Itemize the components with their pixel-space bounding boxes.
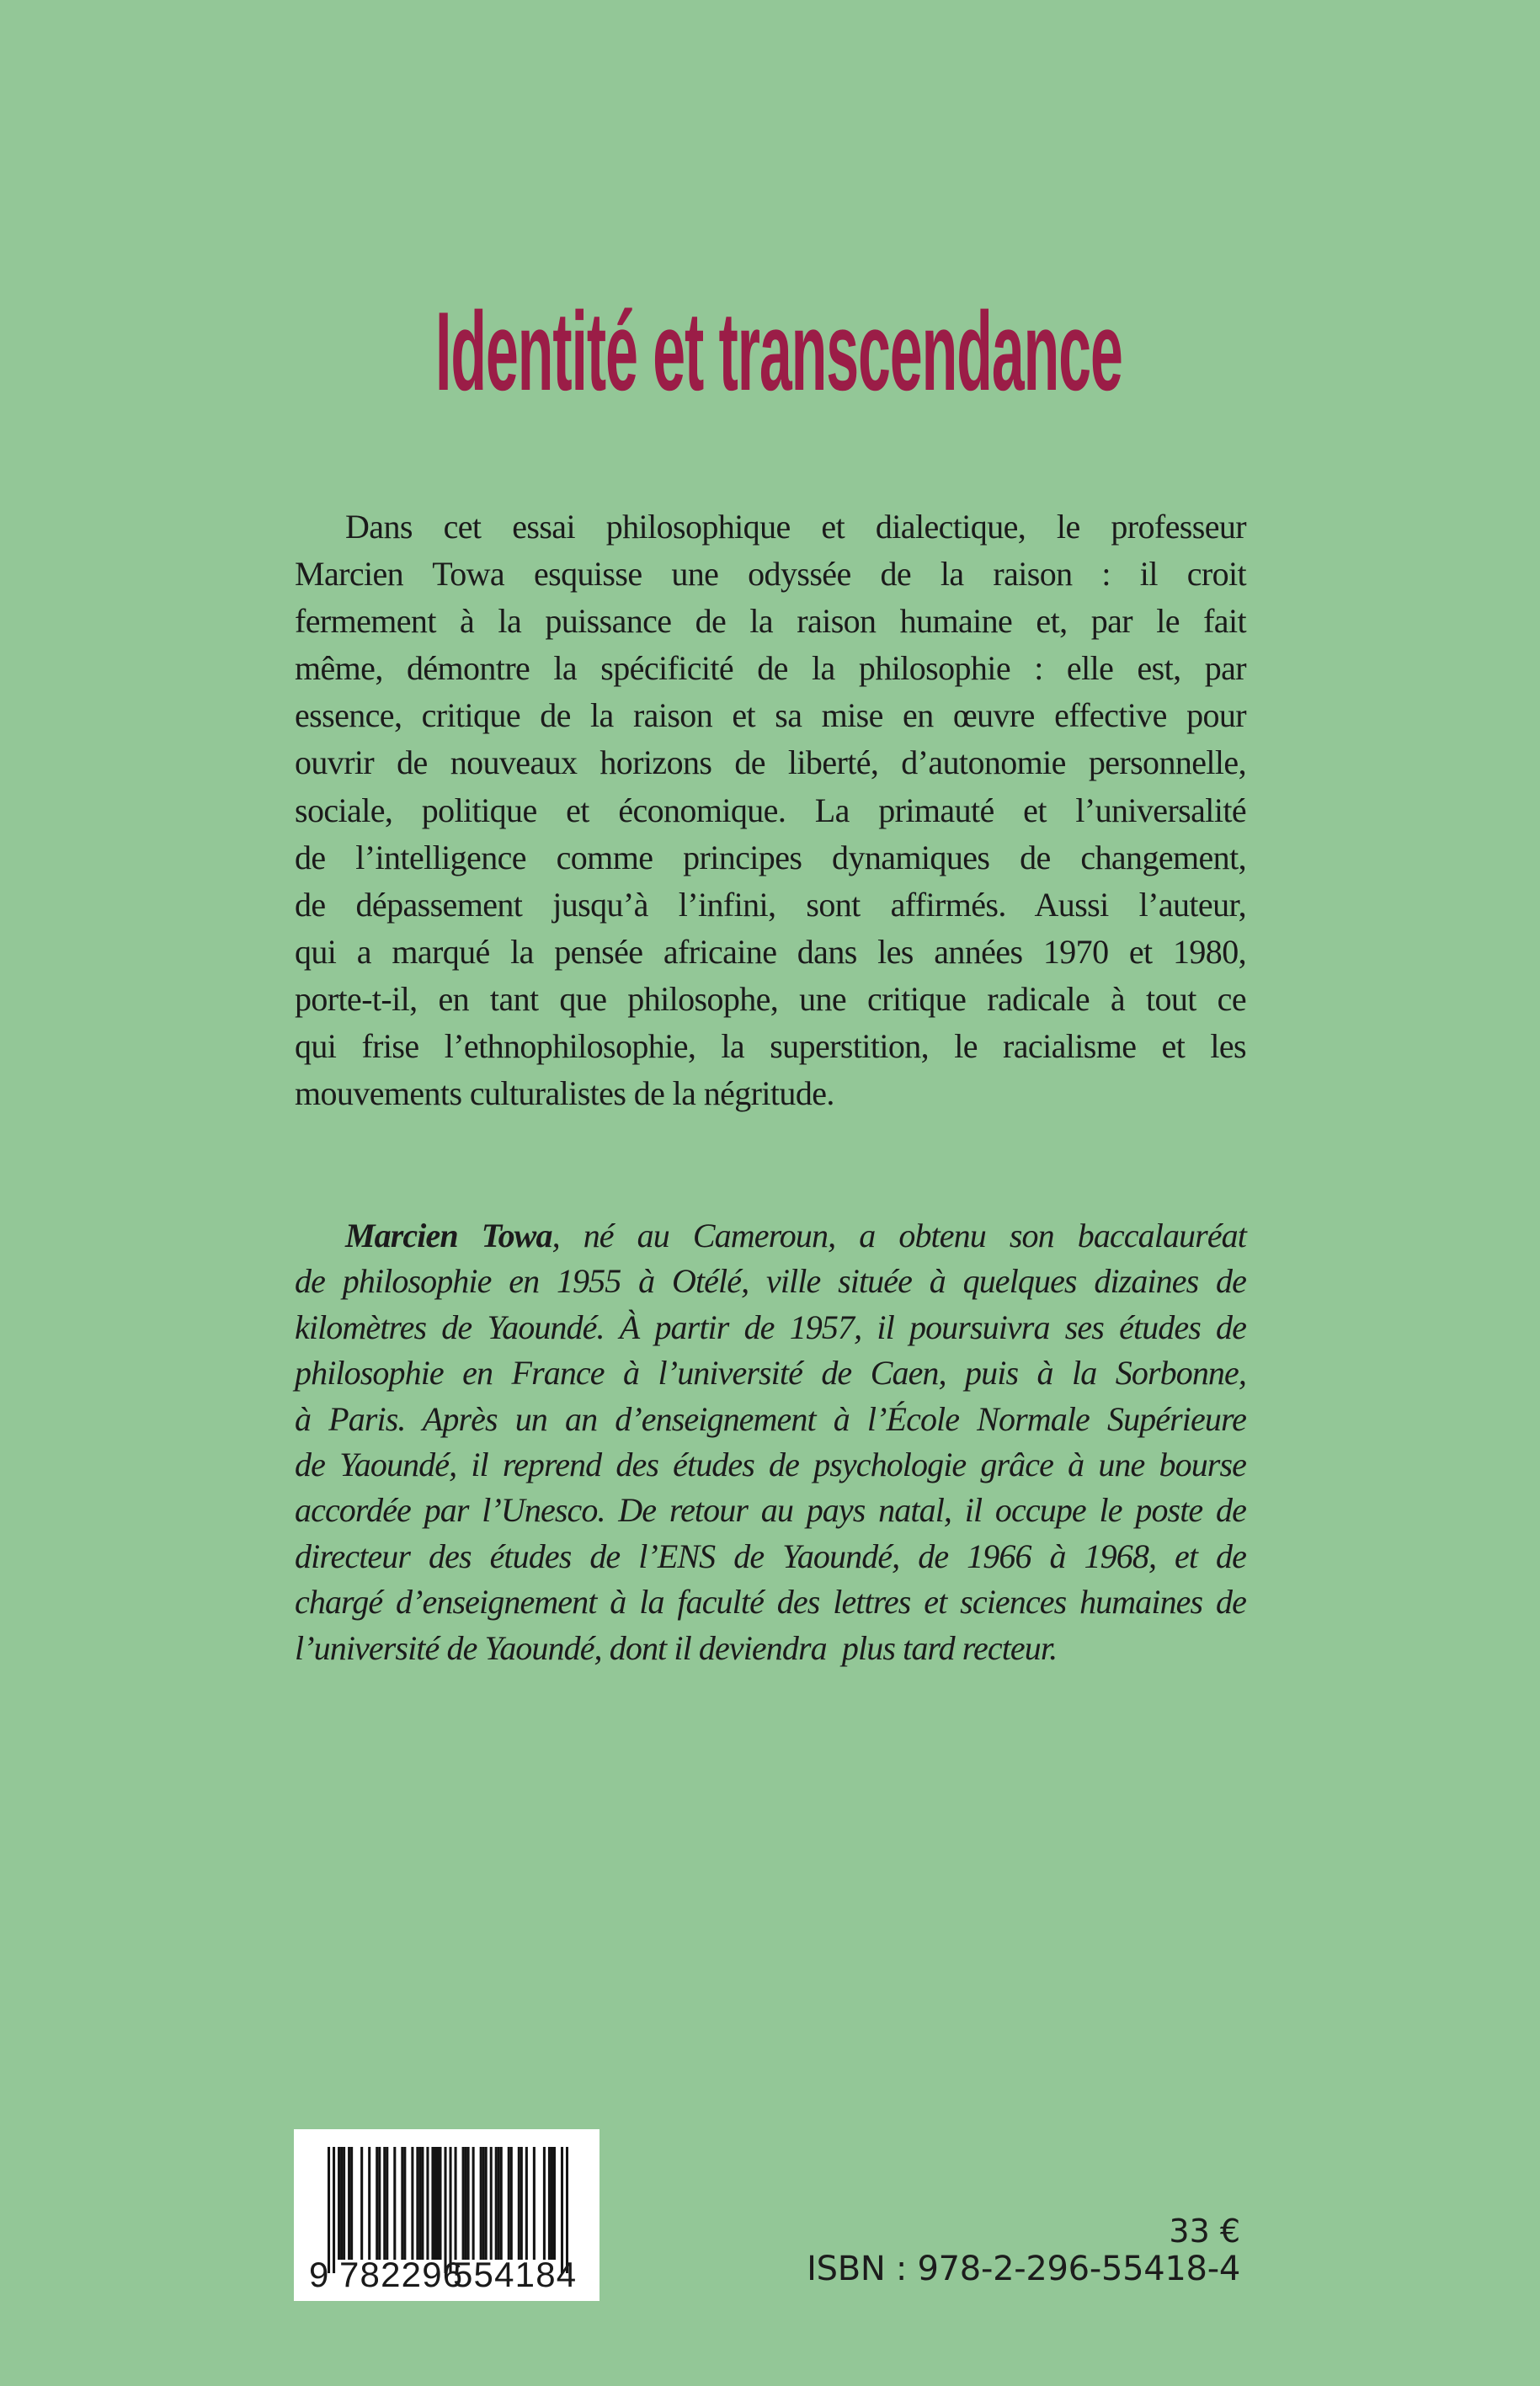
bio-line: à Paris. Après un an d’enseignement à l’École Normale Supérieure bbox=[295, 1399, 1246, 1438]
bio-line: kilomètres de Yaoundé. À partir de 1957, il poursuivra ses études de bbox=[295, 1308, 1246, 1346]
summary-line: qui frise l’ethnophilosophie, la superstition, le racialisme et les bbox=[295, 1027, 1246, 1066]
summary-line: qui a marqué la pensée africaine dans les années 1970 et 1980, bbox=[295, 932, 1246, 971]
bio-line: accordée par l’Unesco. De retour au pays natal, il occupe le poste de bbox=[295, 1491, 1246, 1530]
summary-line: mouvements culturalistes de la négritude. bbox=[295, 1074, 834, 1113]
summary-line: même, démontre la spécificité de la philosophie : elle est, par bbox=[295, 649, 1246, 688]
bio-line: chargé d’enseignement à la faculté des lettres et sciences humaines de bbox=[295, 1583, 1246, 1622]
bio-line: directeur des études de l’ENS de Yaoundé, de 1966 à 1968, et de bbox=[295, 1537, 1246, 1575]
barcode-right-group: 554184 bbox=[453, 2255, 578, 2294]
summary-line: Marcien Towa esquisse une odyssée de la raison : il croit bbox=[295, 555, 1246, 594]
author-bio-paragraph bbox=[295, 1213, 1246, 1671]
summary-line: Dans cet essai philosophique et dialectique, le professeur bbox=[345, 508, 1246, 546]
summary-line: ouvrir de nouveaux horizons de liberté, d’autonomie personnelle, bbox=[295, 743, 1246, 782]
isbn-label: ISBN : 978-2-296-55418-4 bbox=[807, 2250, 1240, 2288]
bio-line bbox=[295, 1213, 1246, 1259]
bio-line: l’université de Yaoundé, dont il deviendra plus tard recteur. bbox=[295, 1628, 1058, 1667]
bio-line: de Yaoundé, il reprend des études de psychologie grâce à une bourse bbox=[295, 1445, 1246, 1483]
summary-line: fermement à la puissance de la raison humaine et, par le fait bbox=[295, 602, 1246, 641]
barcode-digits bbox=[309, 2255, 578, 2294]
barcode bbox=[294, 2129, 599, 2301]
bio-line: de philosophie en 1955 à Otélé, ville située à quelques dizaines de bbox=[295, 1262, 1246, 1301]
book-title: Identité et transcendance bbox=[435, 290, 1122, 414]
barcode-left-group: 782296 bbox=[339, 2255, 464, 2294]
title-block bbox=[435, 290, 1122, 414]
summary-line: essence, critique de la raison et sa mise en œuvre effective pour bbox=[295, 696, 1246, 735]
summary-line: sociale, politique et économique. La primauté et l’universalité bbox=[295, 791, 1246, 829]
summary-line: de dépassement jusqu’à l’infini, sont affirmés. Aussi l’auteur, bbox=[295, 885, 1246, 924]
barcode-first-digit: 9 bbox=[309, 2255, 329, 2294]
bio-line: philosophie en France à l’université de Caen, puis à la Sorbonne, bbox=[295, 1354, 1246, 1393]
price-label: 33 € bbox=[1169, 2213, 1240, 2250]
author-name: Marcien Towa bbox=[345, 1217, 552, 1254]
summary-line: porte-t-il, en tant que philosophe, une critique radicale à tout ce bbox=[295, 979, 1246, 1018]
summary-paragraph bbox=[295, 503, 1246, 1117]
summary-line: de l’intelligence comme principes dynamiques de changement, bbox=[295, 838, 1246, 876]
bio-first-line-text: , né au Cameroun, a obtenu son baccalauréat bbox=[552, 1217, 1246, 1254]
